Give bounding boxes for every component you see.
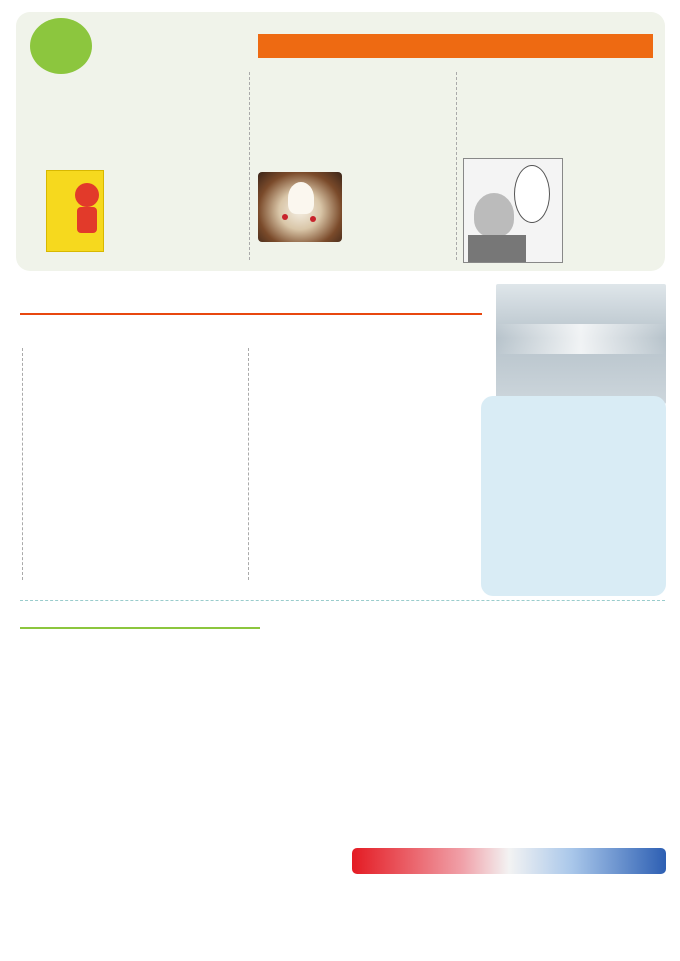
title-underline	[20, 313, 482, 315]
section-divider	[20, 600, 665, 601]
comic-illustration	[463, 158, 563, 263]
strawberry	[310, 216, 316, 222]
dessert-photo	[258, 172, 342, 242]
comic-body	[468, 235, 526, 263]
ph-scale	[352, 822, 666, 958]
ph-gradient-bar	[352, 848, 666, 874]
character-body	[77, 207, 97, 233]
compare-title-underline	[20, 627, 260, 629]
divider	[248, 348, 249, 580]
theme-banner	[258, 34, 653, 58]
products-box	[481, 396, 666, 596]
cream-tower	[288, 182, 314, 214]
divider	[249, 72, 250, 260]
speech-bubble	[514, 165, 550, 223]
bubbles-photo	[496, 284, 666, 404]
strawberry	[282, 214, 288, 220]
divider	[22, 348, 23, 580]
character-face	[75, 183, 99, 207]
book-cover-image	[46, 170, 104, 252]
divider	[456, 72, 457, 260]
sorari-logo	[30, 18, 92, 74]
comic-face	[474, 193, 514, 237]
water-surface	[496, 324, 666, 354]
